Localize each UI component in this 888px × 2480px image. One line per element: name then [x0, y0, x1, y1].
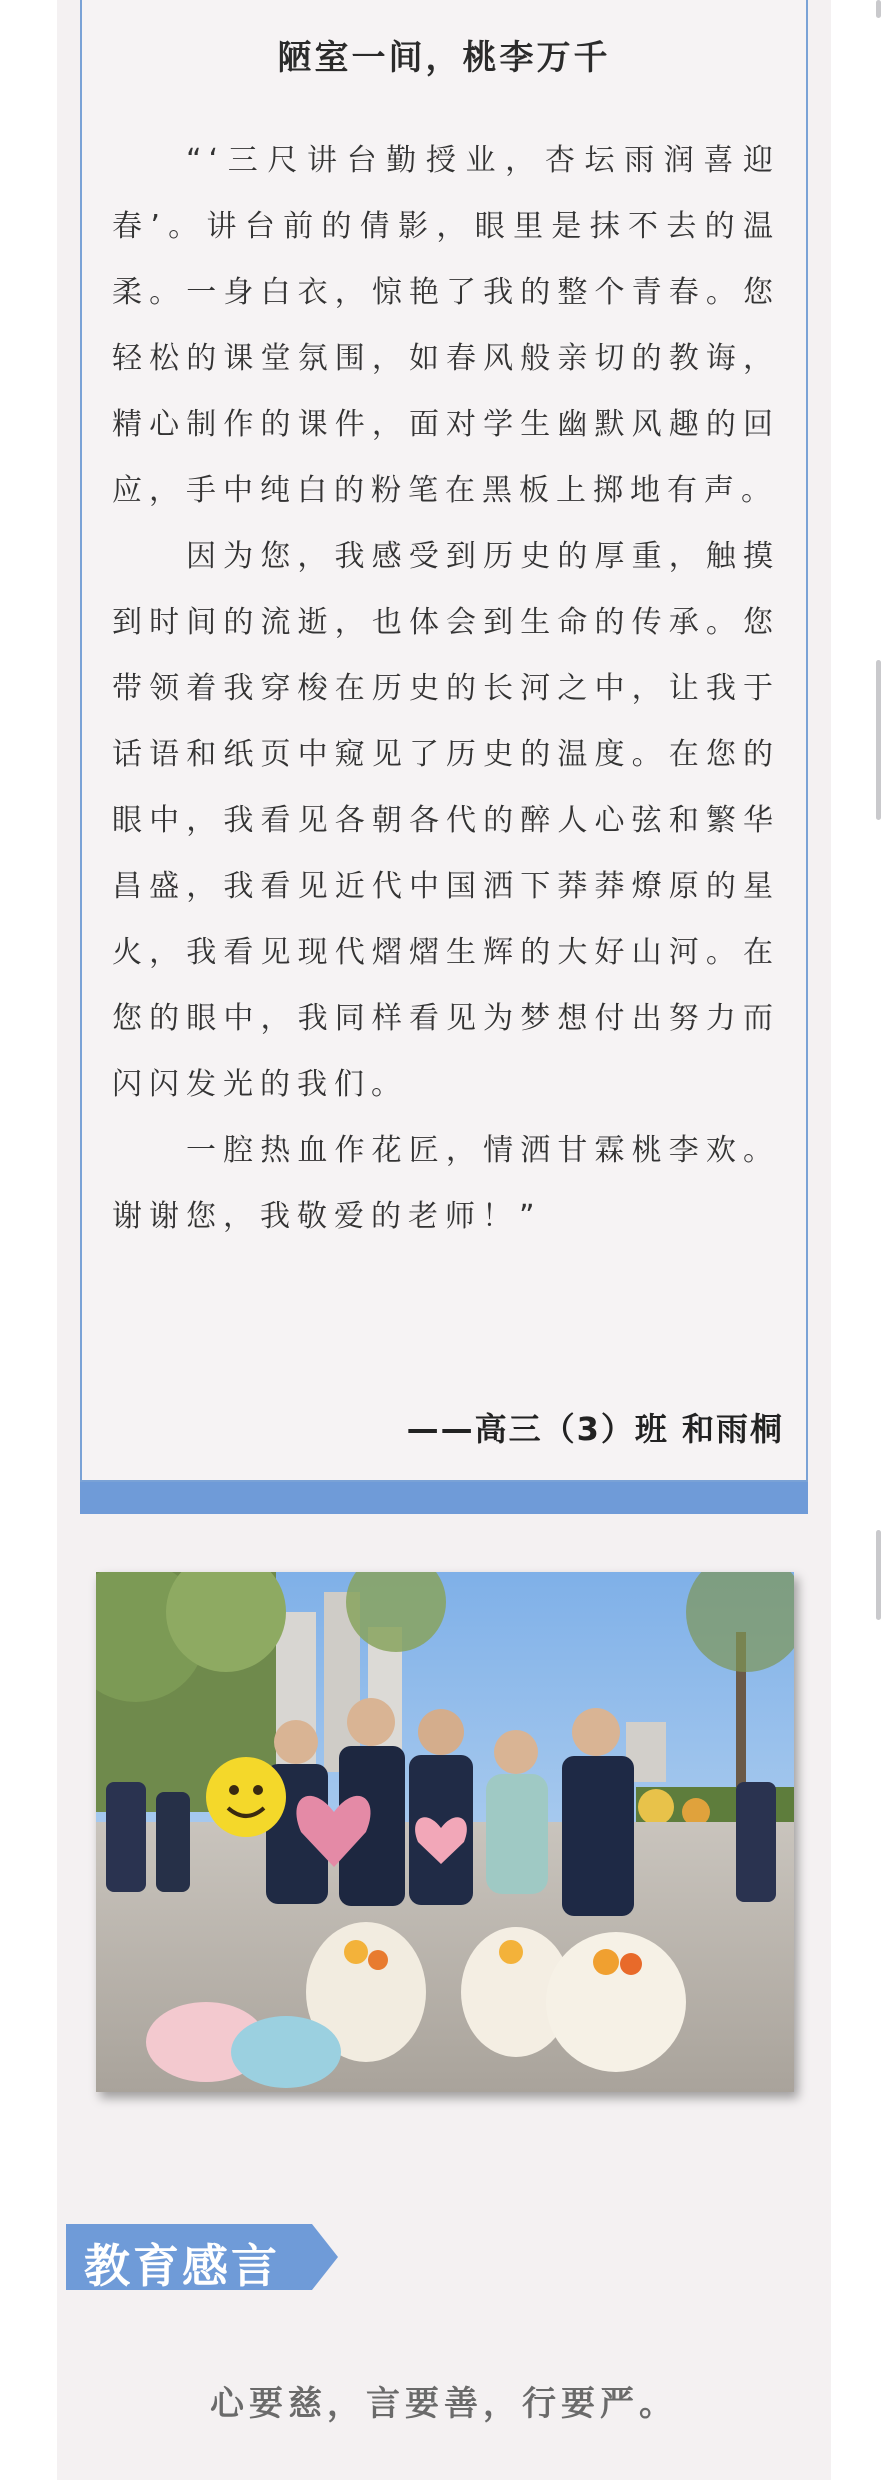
section-tag: [66, 2224, 338, 2293]
tribute-card: [80, 0, 808, 1482]
scroll-indicator: [876, 1530, 881, 1620]
section-title: 教育感言: [84, 2239, 280, 2293]
card-paragraph: 因为您，我感受到历史的厚重，触摸到时间的流逝，也体会到生命的传承。您带领着我穿梭在历史的长河之中，让我于话语和纸页中窥见了历史的温度。在您的眼中，我看见各朝各代的醉人心弦和繁华昌盛，我看见近代中国洒下莽莽燎原的星火，我看见现代熠熠生辉的大好山河。在您的眼中，我同样看见为梦想付出努力而闪闪发光的我们。: [112, 539, 780, 1102]
scroll-indicator: [876, 0, 881, 18]
card-body: [112, 128, 780, 1250]
card-paragraph: 一腔热血作花匠，情洒甘霖桃李欢。谢谢您，我敬爱的老师！”: [112, 1133, 780, 1234]
group-photo-image: [96, 1572, 794, 2092]
card-title: 陋室一间，桃李万千: [277, 38, 611, 78]
card-footer-bar: [80, 1482, 808, 1514]
group-photo[interactable]: [96, 1572, 794, 2092]
card-signature: ——高三（3）班 和雨桐: [406, 1410, 784, 1448]
card-paragraph: “‘三尺讲台勤授业，杏坛雨润喜迎春’。讲台前的倩影，眼里是抹不去的温柔。一身白衣，惊艳了我的整个青春。您轻松的课堂氛围，如春风般亲切的教诲，精心制作的课件，面对学生幽默风趣的回应，手中纯白的粉笔在黑板上掷地有声。: [112, 143, 780, 508]
motto-text: 心要慈，言要善，行要严。: [210, 2384, 678, 2424]
scroll-indicator: [876, 660, 881, 820]
